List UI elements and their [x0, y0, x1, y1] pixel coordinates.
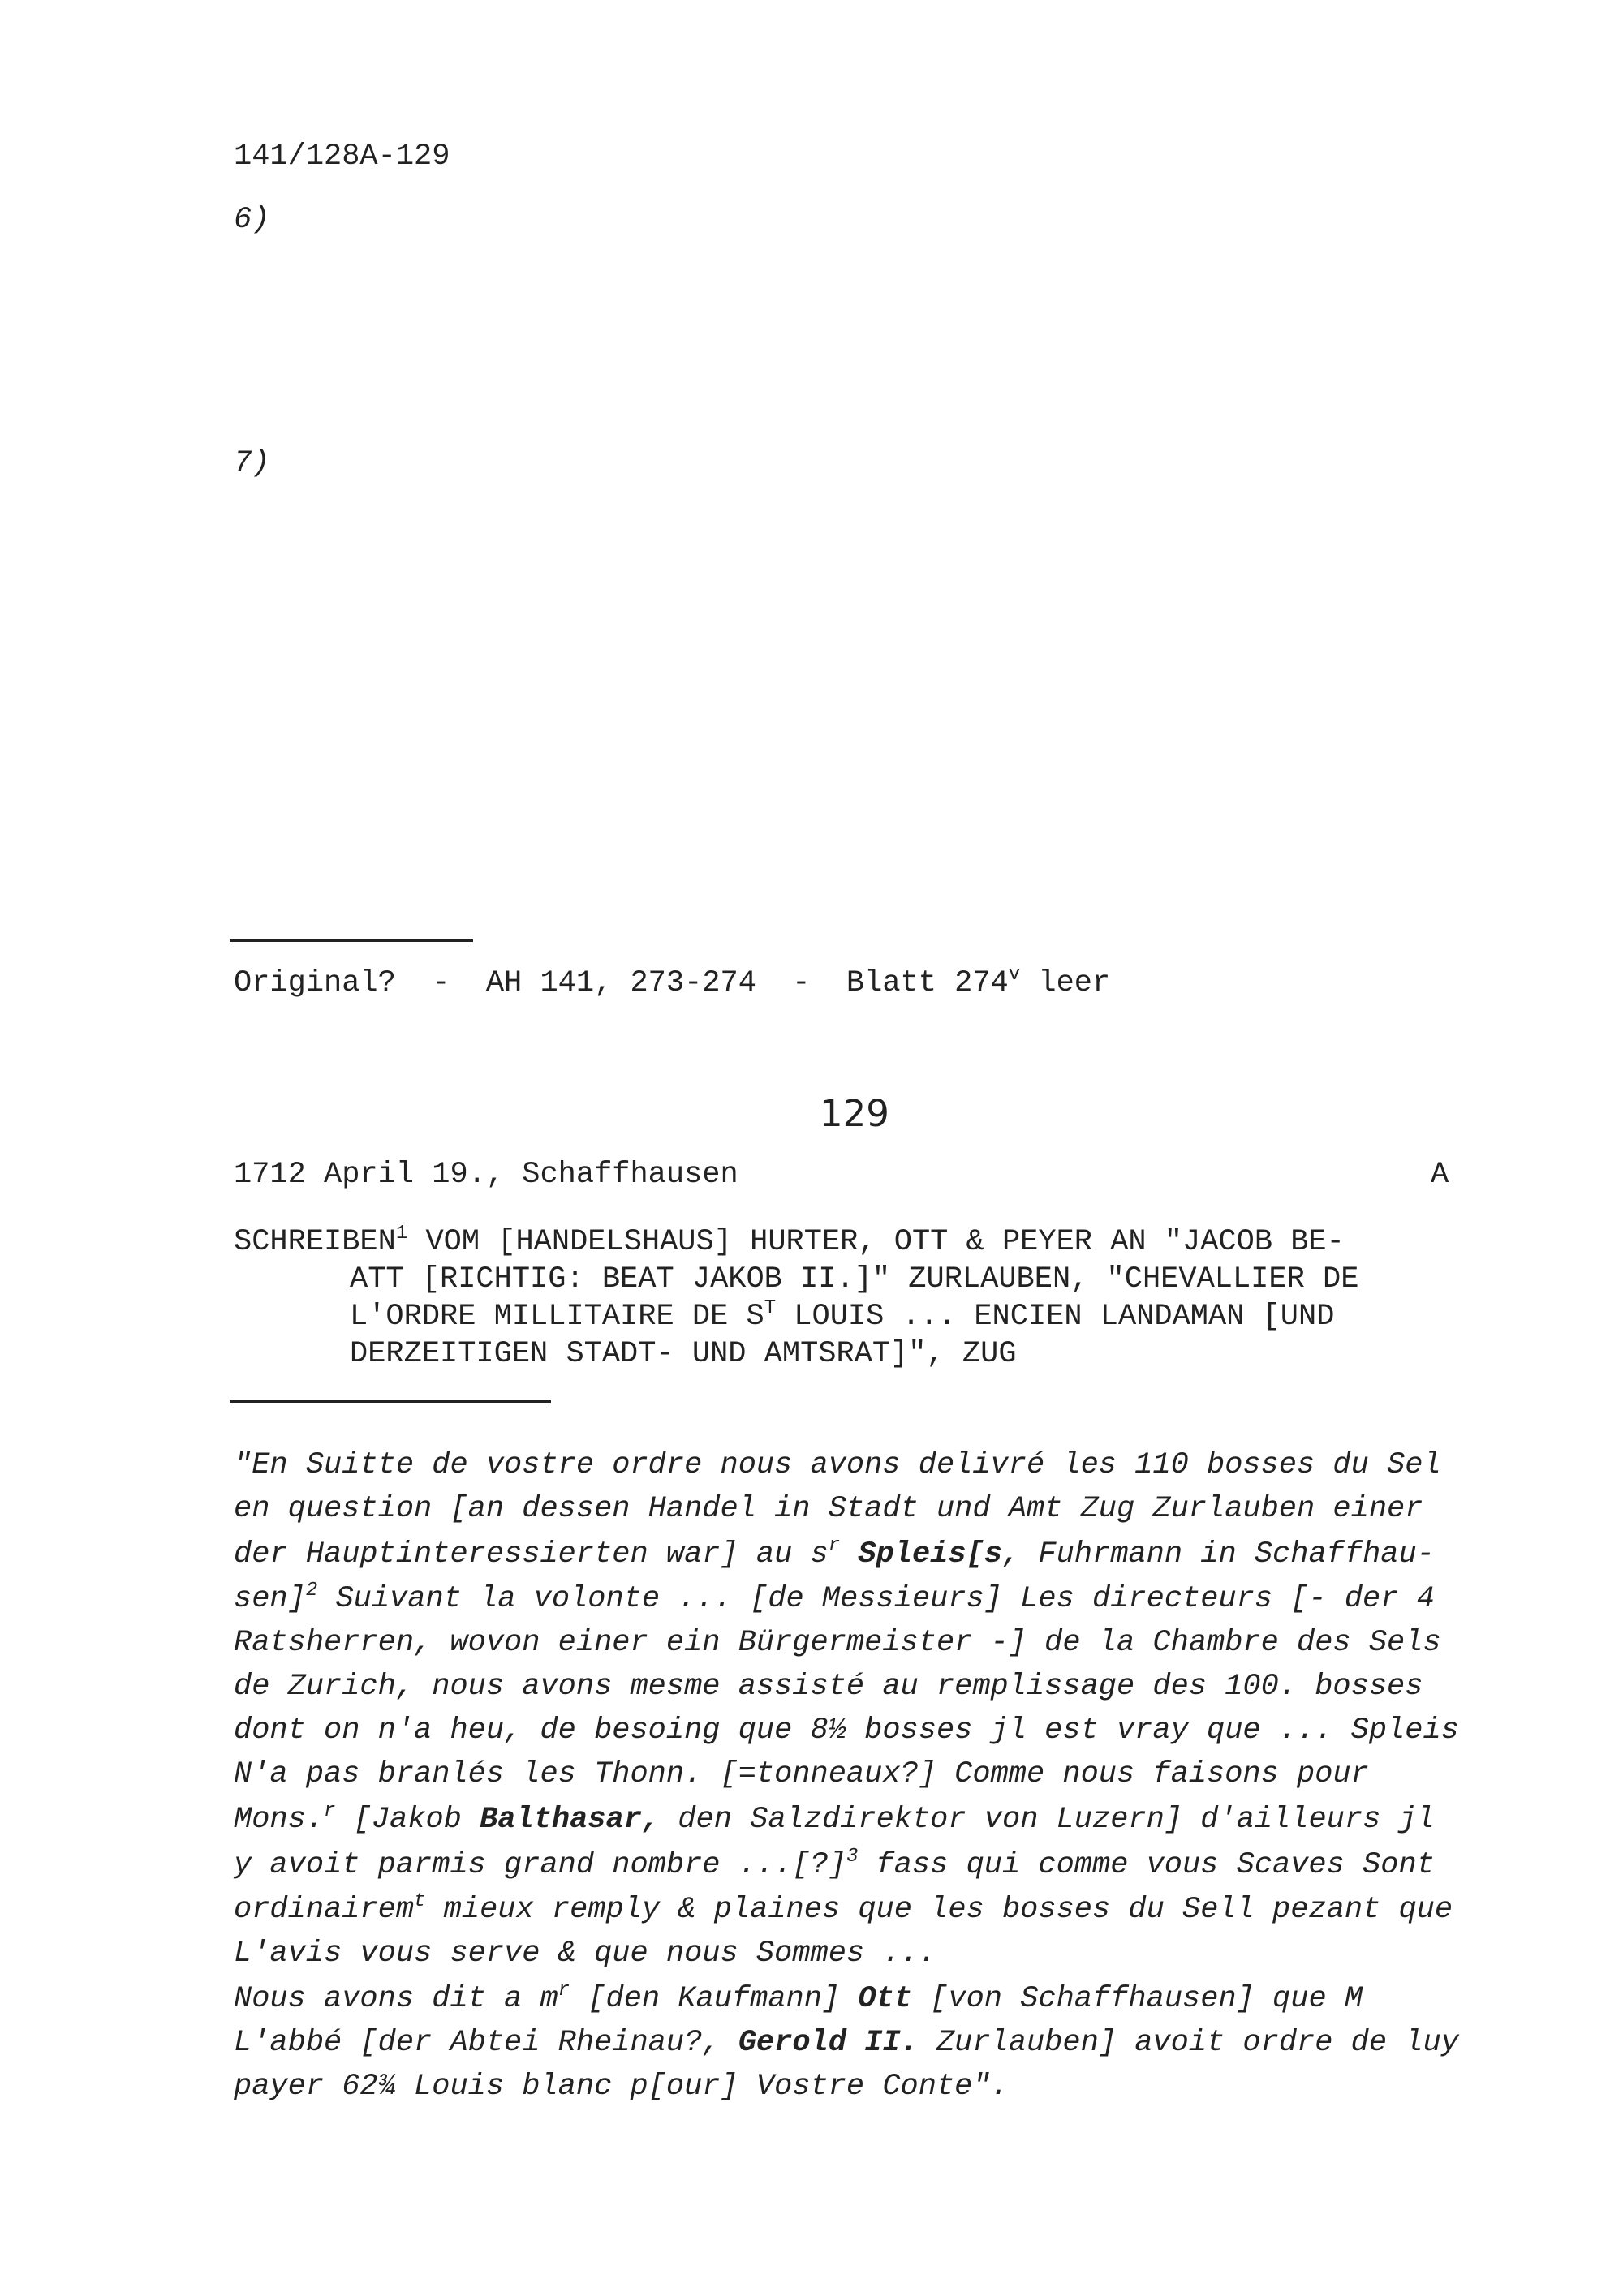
footnote-ref-3: 3: [846, 1846, 859, 1868]
body-line-11: [234, 1891, 1453, 1928]
body-line-2: en question [an dessen Handel in Stadt und Amt Zug Zurlauben einer: [234, 1492, 1423, 1526]
title-line-1-b: VOM [HANDELSHAUS] HURTER, OTT & PEYER AN "JACOB BE-: [407, 1225, 1345, 1259]
body-line-13-b: [den Kaufmann]: [570, 1982, 859, 2016]
body-line-13: [234, 1980, 1363, 2018]
body-line-14-b: Zurlauben] avoit ordre de luy: [918, 2026, 1459, 2060]
body-line-7: dont on n'a heu, de besoing que 8½ bosses jl est vray que ... Spleis: [234, 1713, 1459, 1748]
body-line-3-b: , Fuhrmann in Schaffhau-: [1002, 1537, 1435, 1572]
body-line-9-a: Mons.: [234, 1803, 325, 1837]
body-line-11-sup: t: [414, 1890, 426, 1912]
body-line-15: payer 62¾ Louis blanc p[our] Vostre Conte".: [234, 2070, 1009, 2104]
title-line-1: [234, 1223, 1345, 1261]
title-line-4: DERZEITIGEN STADT- UND AMTSRAT]", ZUG: [350, 1337, 1017, 1371]
source-prefix: Original? - AH 141, 273-274 - Blatt 274: [234, 966, 1009, 1000]
body-line-3-sup: r: [828, 1535, 841, 1557]
body-line-11-b: mieux remply & plaines que les bosses du Sell pezant que: [425, 1893, 1453, 1927]
body-line-12: L'avis vous serve & que nous Sommes ...: [234, 1937, 936, 1971]
source-line: [234, 965, 1110, 1002]
body-line-6: de Zurich, nous avons mesme assisté au remplissage des 100. bosses: [234, 1670, 1423, 1704]
title-line-3: [350, 1298, 1334, 1335]
body-line-9-c: den Salzdirektor von Luzern] d'ailleurs jl: [660, 1803, 1435, 1837]
body-line-4-b: Suivant la volonte ... [de Messieurs] Les directeurs [- der 4: [317, 1582, 1435, 1616]
body-line-9: [234, 1801, 1435, 1838]
body-line-5: Ratsherren, wovon einer ein Bürgermeister -] de la Chambre des Sels: [234, 1626, 1441, 1660]
body-line-9-b: [Jakob: [335, 1803, 480, 1837]
note-number-7: 7): [234, 446, 270, 480]
source-suffix: leer: [1020, 966, 1111, 1000]
title-line-3-sup: T: [764, 1297, 777, 1319]
title-line-1-a: SCHREIBEN: [234, 1225, 396, 1259]
name-spleis: Spleis[s: [858, 1537, 1002, 1572]
entry-mark: A: [1431, 1158, 1449, 1192]
body-line-13-sup: r: [558, 1980, 570, 2001]
body-line-14-a: L'abbé [der Abtei Rheinau?,: [234, 2026, 738, 2060]
body-line-10-b: fass qui comme vous Scaves Sont: [858, 1848, 1435, 1882]
body-line-14: [234, 2024, 1459, 2062]
body-line-4-a: sen]: [234, 1582, 306, 1616]
name-ott: Ott: [858, 1982, 912, 2016]
body-line-1: "En Suitte de vostre ordre nous avons delivré les 110 bosses du Sel: [234, 1448, 1441, 1482]
body-line-10: [234, 1847, 1435, 1884]
document-reference: 141/128A-129: [234, 140, 450, 174]
body-line-9-sup: r: [324, 1800, 336, 1822]
entry-date-place: 1712 April 19., Schaffhausen: [234, 1158, 738, 1192]
footnote-ref-2: 2: [305, 1580, 318, 1602]
source-superscript: v: [1008, 964, 1021, 986]
body-line-13-a: Nous avons dit a m: [234, 1982, 558, 2016]
body-line-8: N'a pas branlés les Thonn. [=tonneaux?] Comme nous faisons pour: [234, 1757, 1369, 1791]
body-line-3: [234, 1536, 1435, 1573]
entry-number: 129: [820, 1092, 889, 1135]
body-line-13-c: [von Schaffhausen] que M: [911, 1982, 1363, 2016]
body-line-4: [234, 1580, 1435, 1618]
title-line-2: ATT [RICHTIG: BEAT JAKOB II.]" ZURLAUBEN, "CHEVALLIER DE: [350, 1262, 1359, 1296]
footnote-rule: [230, 939, 473, 942]
body-line-11-a: ordinairem: [234, 1893, 415, 1927]
name-balthasar: Balthasar,: [480, 1803, 661, 1837]
note-number-6: 6): [234, 203, 270, 237]
name-gerold: Gerold II.: [738, 2026, 919, 2060]
title-line-3-b: LOUIS ... ENCIEN LANDAMAN [UND: [776, 1300, 1335, 1334]
footnote-ref-1: 1: [395, 1223, 408, 1245]
body-line-3-a: der Hauptinteressierten war] au s: [234, 1537, 829, 1572]
title-rule: [230, 1400, 551, 1403]
title-line-3-a: L'ORDRE MILLITAIRE DE S: [350, 1300, 764, 1334]
body-line-10-a: y avoit parmis grand nombre ...[?]: [234, 1848, 846, 1882]
